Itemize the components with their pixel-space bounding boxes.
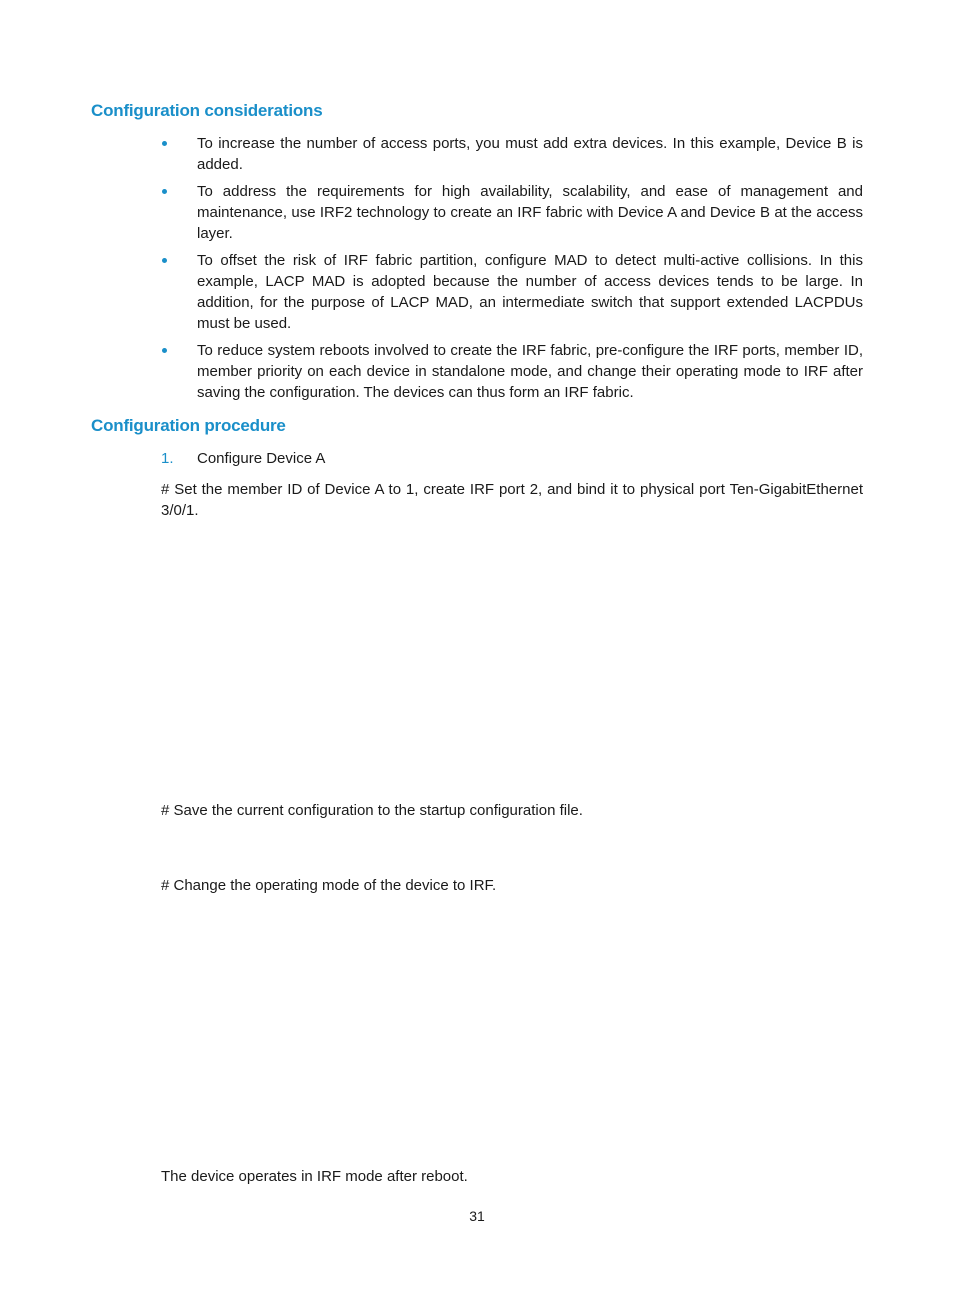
page-number: 31 bbox=[469, 1208, 485, 1224]
bullet-text: To increase the number of access ports, you must add extra devices. In this example, Device B is added. bbox=[197, 135, 863, 173]
list-item bbox=[161, 181, 863, 244]
considerations-list bbox=[161, 133, 863, 403]
list-item bbox=[161, 133, 863, 175]
step-label: Configure Device A bbox=[197, 450, 326, 467]
paragraph-change-mode: # Change the operating mode of the device to IRF. bbox=[161, 877, 497, 894]
bullet-text: To reduce system reboots involved to create the IRF fabric, pre-configure the IRF ports, member ID, member priority on each device in standalone mode, and change their operating mode to IRF after saving the configuration. The devices can thus form an IRF fabric. bbox=[197, 342, 863, 401]
bullet-icon bbox=[162, 258, 167, 263]
bullet-text: To address the requirements for high availability, scalability, and ease of management and maintenance, use IRF2 technology to create an IRF fabric with Device A and Device B at the access layer. bbox=[197, 183, 863, 242]
section-heading-procedure: Configuration procedure bbox=[91, 416, 286, 435]
section-heading-considerations: Configuration considerations bbox=[91, 101, 323, 120]
bullet-icon bbox=[162, 189, 167, 194]
bullet-icon bbox=[162, 348, 167, 353]
step-item bbox=[161, 448, 325, 469]
bullet-text: To offset the risk of IRF fabric partition, configure MAD to detect multi-active collisions. In this example, LACP MAD is adopted because the number of access devices tends to be large. In addition, for the purpose of LACP MAD, an intermediate switch that support extended LACPDUs must be used. bbox=[197, 252, 863, 332]
list-item bbox=[161, 250, 863, 334]
paragraph-save-config: # Save the current configuration to the startup configuration file. bbox=[161, 802, 583, 819]
paragraph-after-reboot: The device operates in IRF mode after reboot. bbox=[161, 1168, 468, 1185]
step-number: 1. bbox=[161, 450, 174, 467]
paragraph-set-member: # Set the member ID of Device A to 1, create IRF port 2, and bind it to physical port Ten-GigabitEthernet 3/0/1. bbox=[161, 481, 863, 519]
bullet-icon bbox=[162, 141, 167, 146]
list-item bbox=[161, 340, 863, 403]
